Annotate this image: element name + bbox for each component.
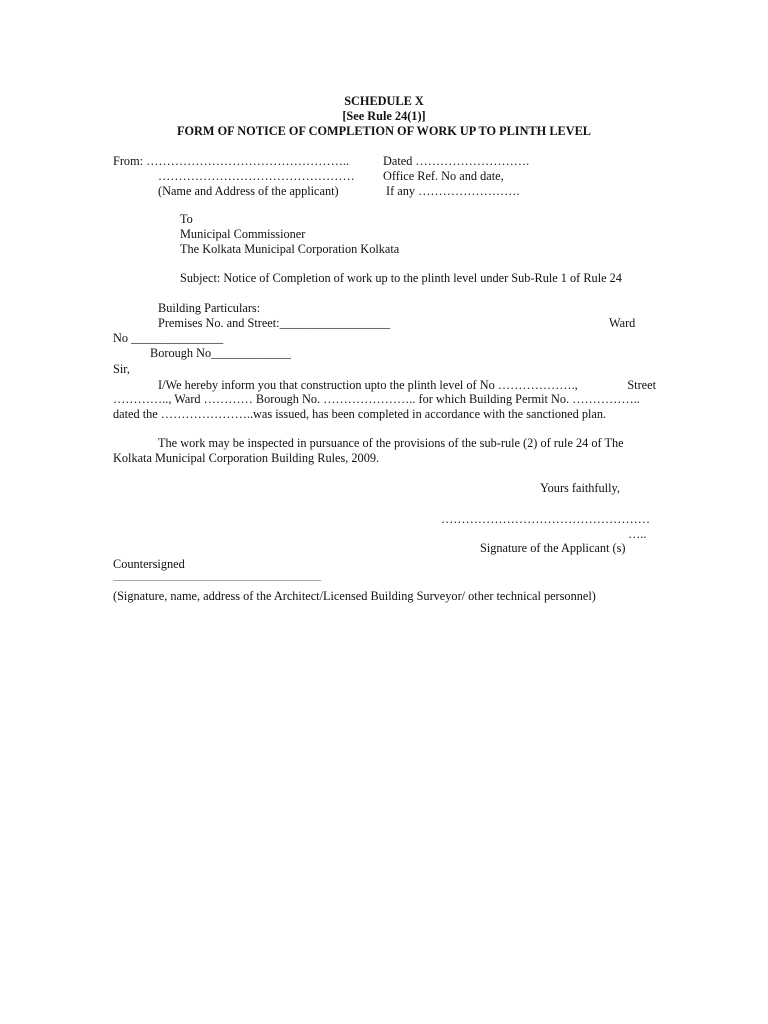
yours-faithfully: Yours faithfully,	[540, 481, 620, 495]
addressee-title: Municipal Commissioner	[180, 227, 306, 241]
paragraph-2-line-2: Kolkata Municipal Corporation Building Rules, 2009.	[113, 451, 380, 465]
paragraph-1-line-2: ………….., Ward ………… Borough No. ………………….. for which Building Permit No. ……………..	[113, 392, 640, 406]
signature-dots-continuation: …..	[628, 527, 647, 541]
premises-line: Premises No. and Street:__________________	[158, 316, 391, 330]
schedule-heading: SCHEDULE X	[344, 94, 424, 108]
from-address-line: …………………………………………	[158, 169, 355, 183]
form-title: FORM OF NOTICE OF COMPLETION OF WORK UP TO PLINTH LEVEL	[176, 124, 592, 138]
paragraph-1-line-1	[158, 377, 656, 393]
from-line: From: …………………………………………..	[113, 154, 350, 168]
ward-number-line: No _______________	[113, 331, 224, 345]
rule-reference: [See Rule 24(1)]	[342, 109, 426, 123]
applicant-signature-label: Signature of the Applicant (s)	[480, 541, 626, 555]
subject-line: Subject: Notice of Completion of work up to the plinth level under Sub-Rule 1 of Rule 24	[180, 271, 622, 285]
office-ref-line: Office Ref. No and date,	[383, 169, 504, 183]
ward-label: Ward	[609, 316, 636, 330]
salutation: Sir,	[113, 362, 130, 376]
paragraph-1-line-1-street: Street	[627, 378, 656, 392]
signature-dots-line: ……………………………………………	[441, 512, 651, 526]
to-label: To	[180, 212, 193, 226]
applicant-name-caption: (Name and Address of the applicant)	[158, 184, 339, 198]
building-particulars-label: Building Particulars:	[158, 301, 261, 315]
if-any-line: If any …………………….	[386, 184, 520, 198]
paragraph-2-line-1: The work may be inspected in pursuance of the provisions of the sub-rule (2) of rule 24 of The	[158, 436, 624, 450]
countersign-caption: (Signature, name, address of the Architect/Licensed Building Surveyor/ other technical personnel)	[113, 589, 596, 603]
borough-line: Borough No_____________	[150, 346, 292, 360]
dated-line: Dated ……………………….	[383, 154, 530, 168]
countersign-dotted-line: ........................................................................................................	[113, 574, 321, 583]
addressee-organization: The Kolkata Municipal Corporation Kolkata	[180, 242, 400, 256]
paragraph-1-line-3: dated the …………………..was issued, has been completed in accordance with the sanctioned plan.	[113, 407, 607, 421]
paragraph-1-line-1-text: I/We hereby inform you that construction upto the plinth level of No ……………….,	[158, 378, 578, 392]
countersigned-label: Countersigned	[113, 557, 185, 571]
